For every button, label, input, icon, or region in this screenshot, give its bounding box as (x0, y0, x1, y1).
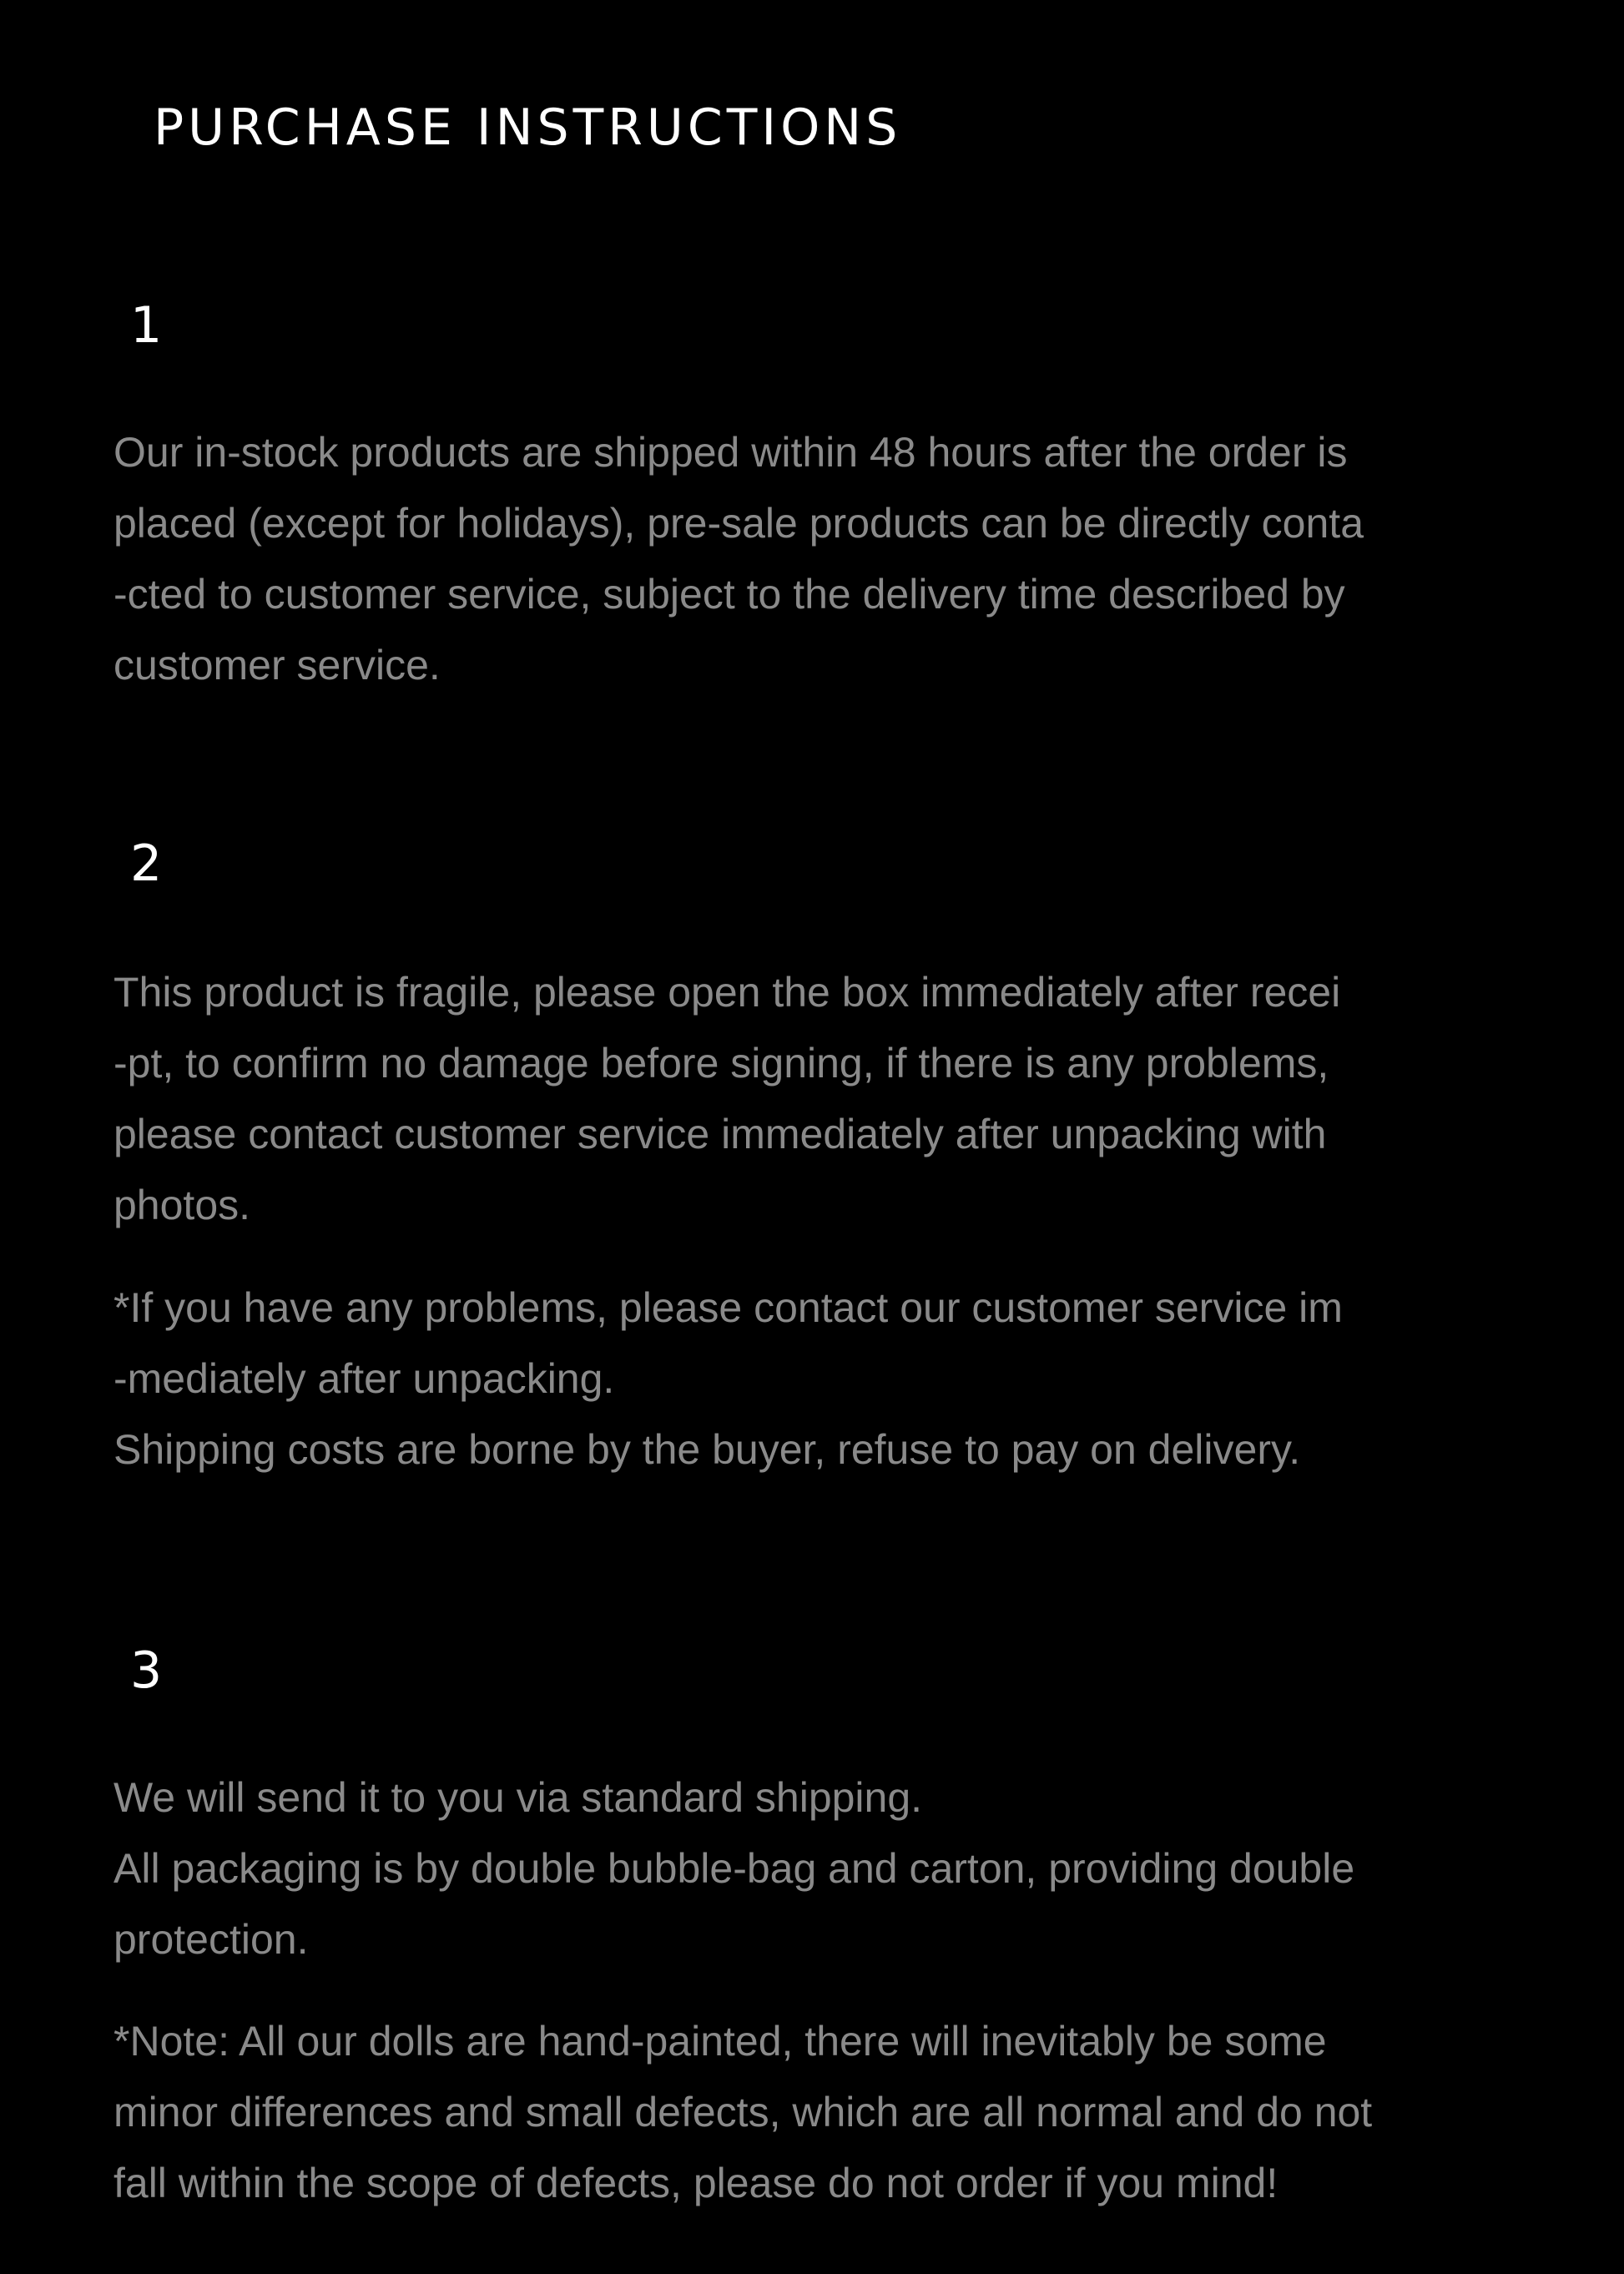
text-line: -mediately after unpacking. (113, 1355, 615, 1402)
section-number-3: 3 (130, 1641, 163, 1700)
text-line: Our in-stock products are shipped within 48 hours after the order is (113, 429, 1348, 476)
text-line: photos. (113, 1182, 251, 1228)
text-line: *If you have any problems, please contact our customer service im (113, 1284, 1343, 1331)
text-line: -cted to customer service, subject to the delivery time described by (113, 571, 1345, 618)
text-line: -pt, to confirm no damage before signing, if there is any problems, (113, 1040, 1329, 1087)
text-line: customer service. (113, 642, 441, 688)
section-1-paragraph-1 (113, 417, 1549, 701)
text-line: please contact customer service immediately after unpacking with (113, 1111, 1327, 1157)
section-number-1: 1 (130, 296, 163, 355)
text-line: placed (except for holidays), pre-sale products can be directly conta (113, 500, 1364, 547)
text-line: We will send it to you via standard shipping. (113, 1774, 923, 1821)
section-number-2: 2 (130, 834, 163, 893)
text-line: This product is fragile, please open the box immediately after recei (113, 969, 1341, 1016)
text-line: Shipping costs are borne by the buyer, refuse to pay on delivery. (113, 1426, 1301, 1473)
text-line: All packaging is by double bubble-bag and carton, providing double (113, 1845, 1355, 1892)
text-line: protection. (113, 1916, 309, 1963)
page-title: PURCHASE INSTRUCTIONS (154, 98, 902, 157)
section-3-paragraph-1 (113, 1762, 1549, 1975)
section-2-paragraph-1 (113, 957, 1549, 1241)
text-line: *Note: All our dolls are hand-painted, there will inevitably be some (113, 2018, 1327, 2065)
text-line: fall within the scope of defects, please do not order if you mind! (113, 2160, 1279, 2206)
section-3-paragraph-2 (113, 2006, 1549, 2219)
text-line: minor differences and small defects, which are all normal and do not (113, 2089, 1373, 2135)
section-2-paragraph-2 (113, 1273, 1549, 1485)
